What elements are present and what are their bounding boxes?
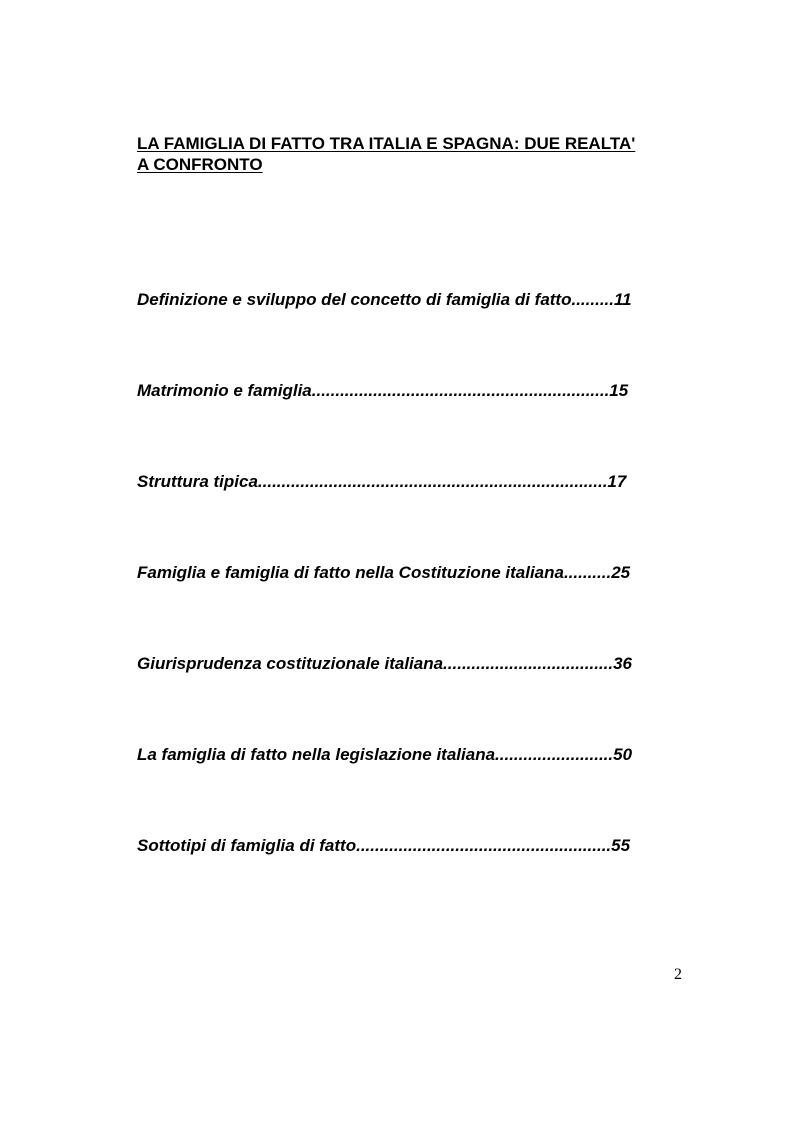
toc-entry: La famiglia di fatto nella legislazione italiana.........................50: [137, 745, 633, 764]
toc-entry: Definizione e sviluppo del concetto di famiglia di fatto.........11: [137, 290, 632, 309]
title-line-2: A CONFRONTO: [137, 155, 263, 174]
title-line-1: LA FAMIGLIA DI FATTO TRA ITALIA E SPAGNA: DUE REALTA': [137, 134, 636, 153]
toc-entry: Struttura tipica..........................................................................17: [137, 472, 627, 491]
toc-entry: Matrimonio e famiglia...............................................................15: [137, 381, 629, 400]
toc-entry: Giurisprudenza costituzionale italiana....................................36: [137, 654, 633, 673]
toc-entry: Famiglia e famiglia di fatto nella Costituzione italiana..........25: [137, 563, 631, 582]
toc-entry: Sottotipi di famiglia di fatto......................................................55: [137, 836, 631, 855]
document-title: [137, 133, 697, 175]
page-number: 2: [674, 966, 682, 983]
